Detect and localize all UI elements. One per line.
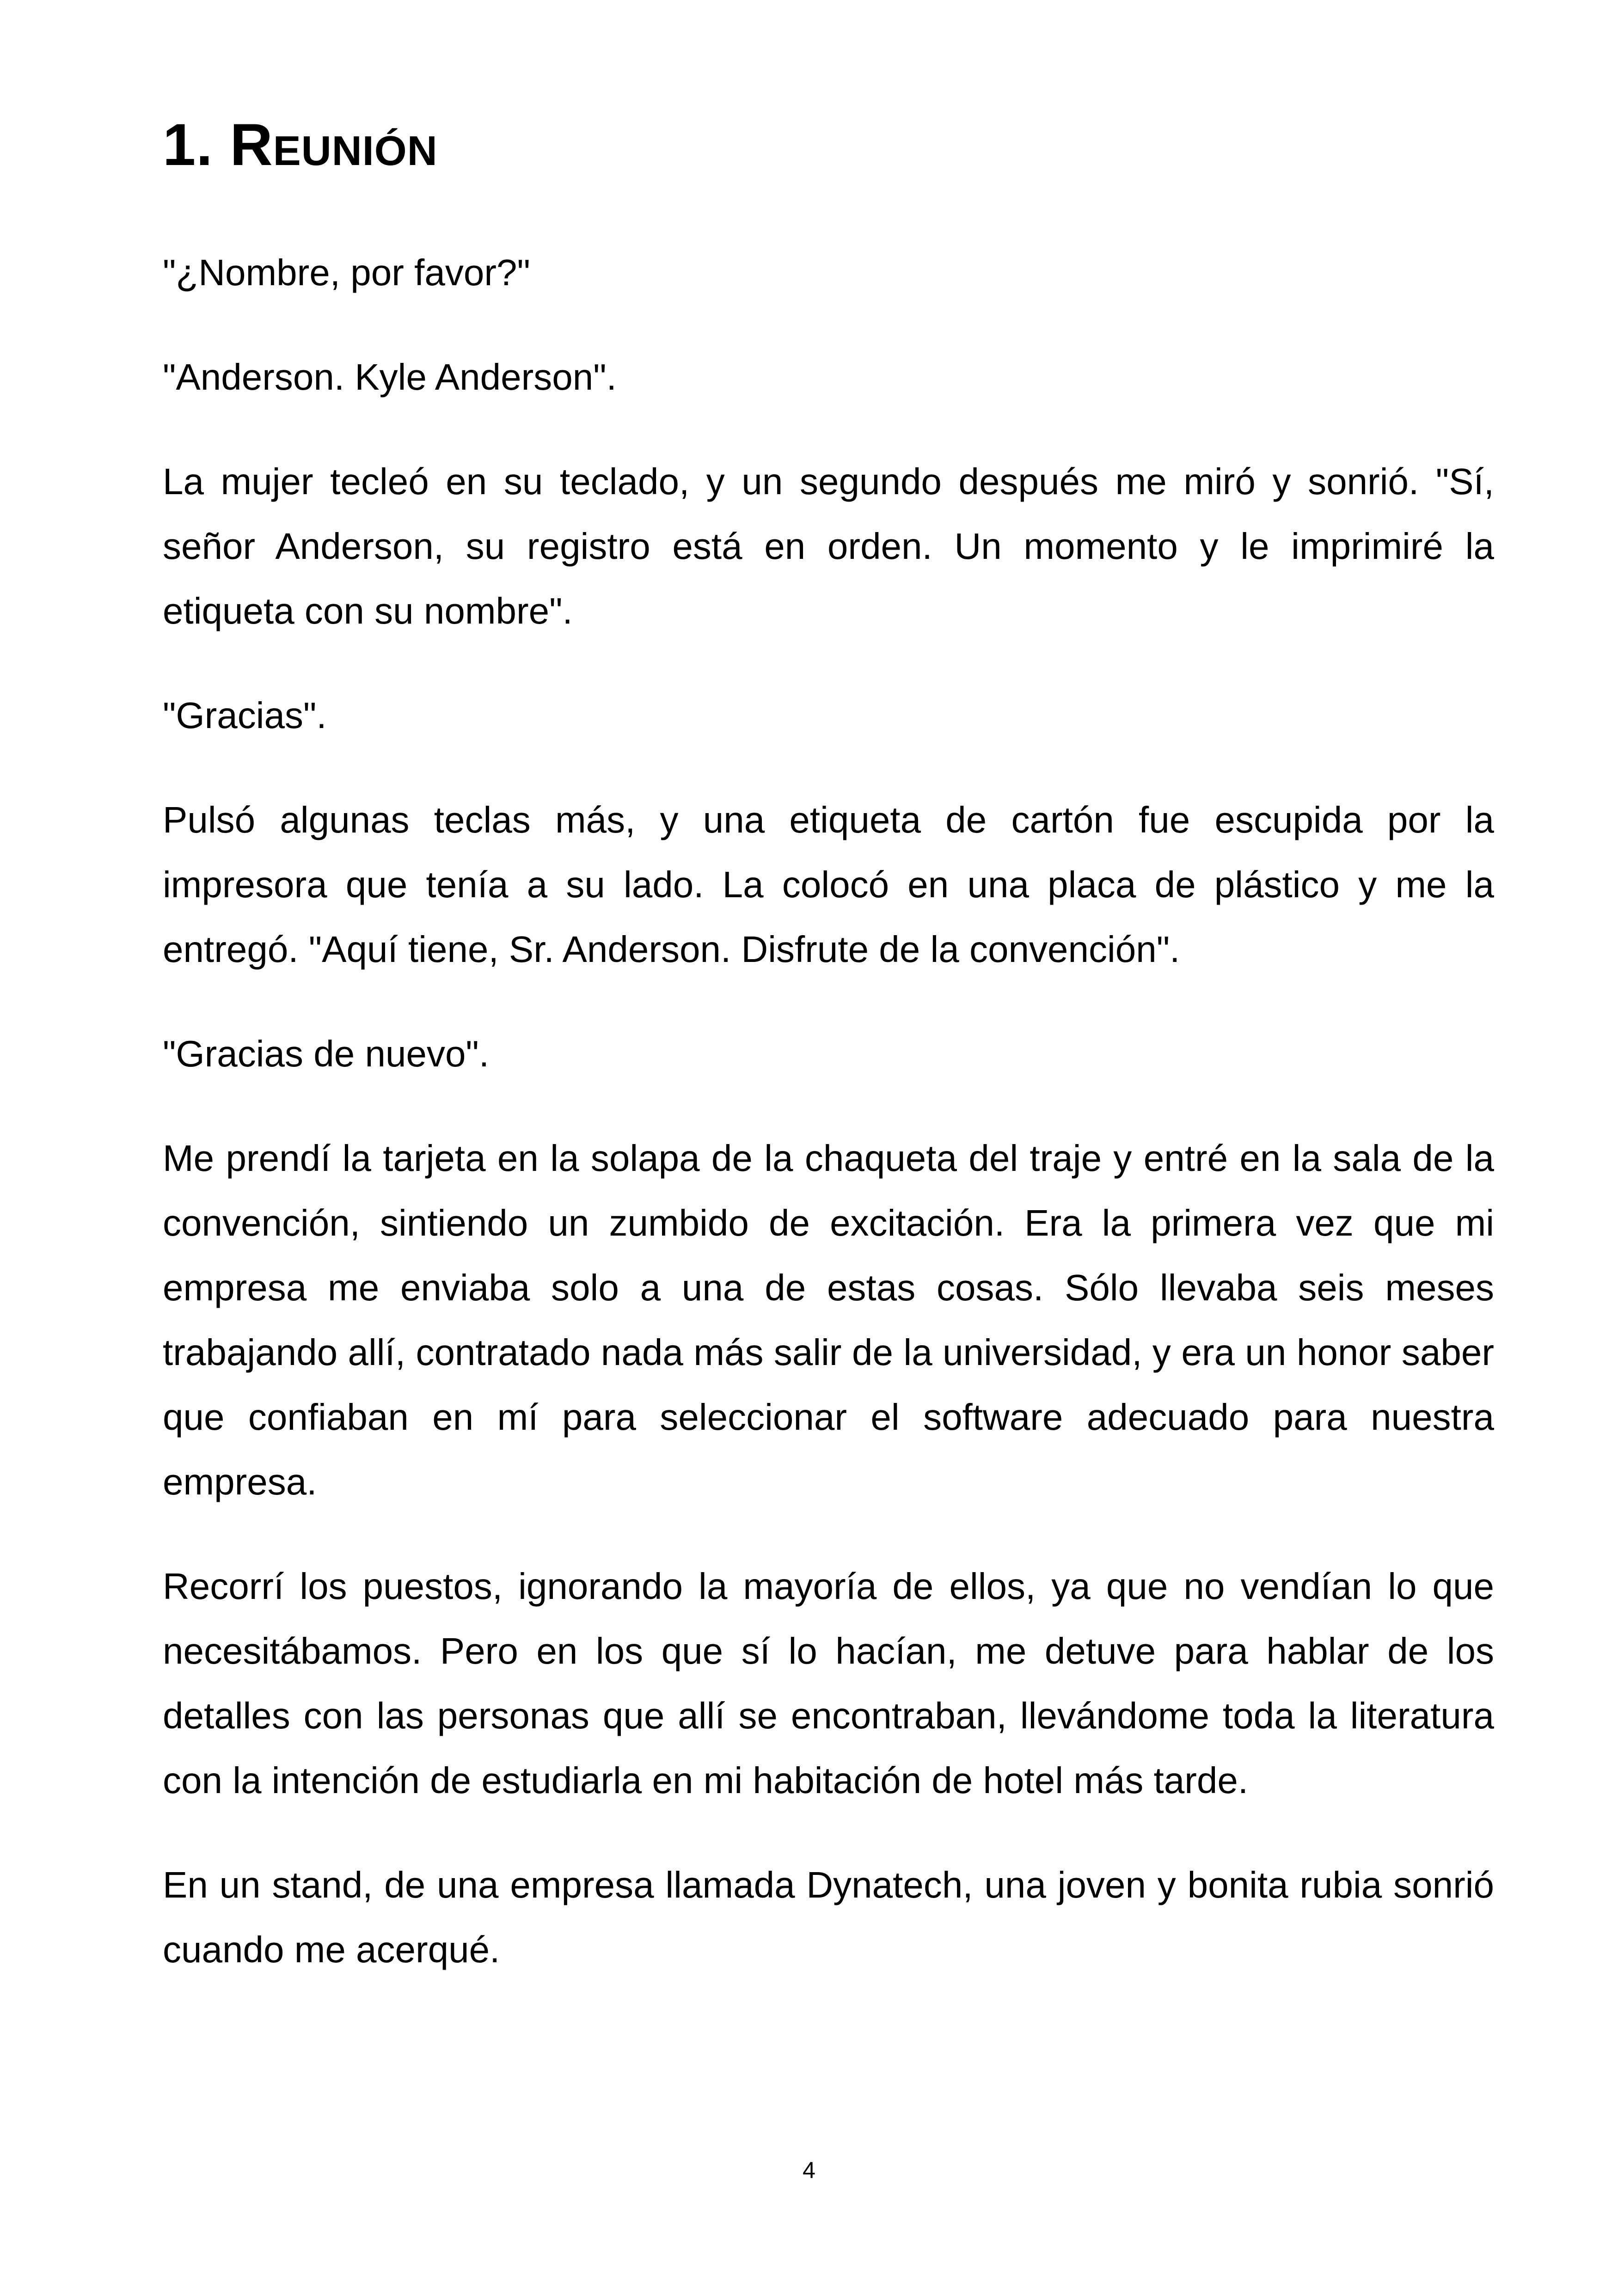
chapter-title	[163, 111, 438, 179]
chapter-title-text: Reunión	[230, 112, 438, 178]
chapter-body	[163, 240, 1494, 2022]
paragraph: Recorrí los puestos, ignorando la mayoría de ellos, ya que no vendían lo que necesitábamos. Pero en los que sí lo hacían, me detuve para hablar de los detalles con las personas que allí se encontraban, llevándome toda la literatura con la intención de estudiarla en mi habitación de hotel más tarde.	[163, 1566, 1494, 1801]
chapter-number: 1.	[163, 112, 213, 178]
paragraph: La mujer tecleó en su teclado, y un segundo después me miró y sonrió. "Sí, señor Anderson, su registro está en orden. Un momento y le imprimiré la etiqueta con su nombre".	[163, 461, 1494, 631]
page-number: 4	[803, 2157, 815, 2183]
paragraph: "Gracias de nuevo".	[163, 1033, 490, 1074]
paragraph: "¿Nombre, por favor?"	[163, 252, 530, 293]
paragraph: Pulsó algunas teclas más, y una etiqueta de cartón fue escupida por la impresora que tenía a su lado. La colocó en una placa de plástico y me la entregó. "Aquí tiene, Sr. Anderson. Disfrute de la convención".	[163, 799, 1494, 970]
paragraph: "Gracias".	[163, 695, 327, 736]
paragraph: Me prendí la tarjeta en la solapa de la chaqueta del traje y entré en la sala de la convención, sintiendo un zumbido de excitación. Era la primera vez que mi empresa me enviaba solo a una de estas cosas. Sólo llevaba seis meses trabajando allí, contratado nada más salir de la universidad, y era un honor saber que confiaban en mí para seleccionar el software adecuado para nuestra empresa.	[163, 1138, 1494, 1502]
paragraph: "Anderson. Kyle Anderson".	[163, 356, 617, 398]
paragraph: En un stand, de una empresa llamada Dynatech, una joven y bonita rubia sonrió cuando me acerqué.	[163, 1864, 1494, 1970]
